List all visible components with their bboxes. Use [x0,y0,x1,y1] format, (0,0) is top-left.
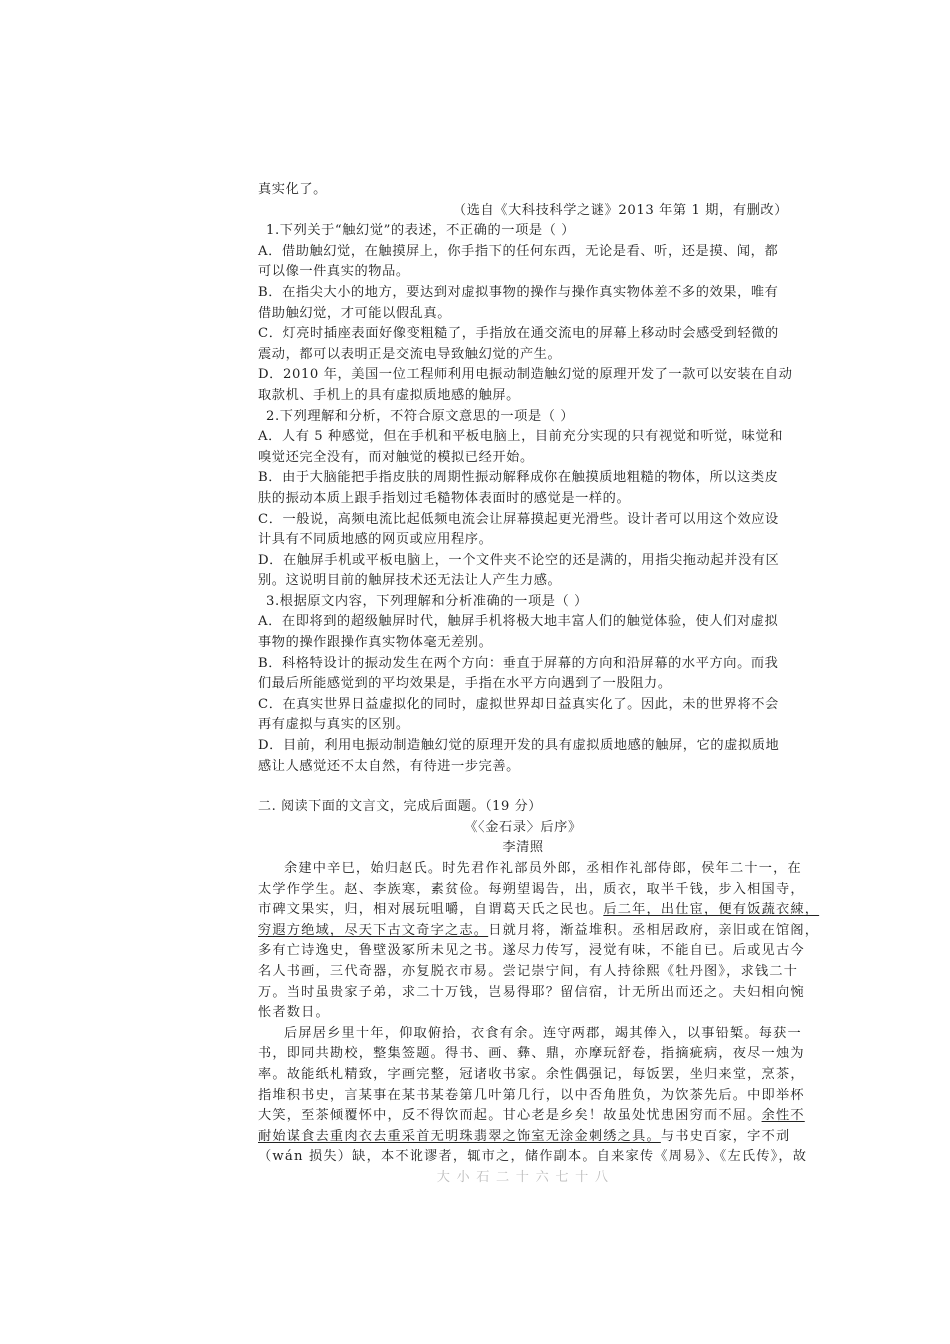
q3-option-c-cont: 再有虚拟与真实的区别。 [258,717,410,733]
q2-option-a-cont: 嗅觉还完全没有，而对触觉的模拟已经开始。 [258,449,534,465]
p2-text: 大笑，至茶倾覆怀中，反不得饮而起。甘心老是乡矣！故虽处忧患困穷而不屈。 [258,1108,762,1124]
q2-option-b: B．由于大脑能把手指皮肤的周期性振动解释成你在触摸质地粗糙的物体，所以这类皮 [258,470,779,486]
question-3-stem: 3.根据原文内容，下列理解和分析准确的一项是（ ） [266,593,588,609]
p1-line: 名人书画，三代奇器，亦复脱衣市易。尝记崇宁间，有人持徐熙《牡丹图》，求钱二十 [258,963,799,979]
cut-off-line: 大 小 石 二 十 六 七 十 八 [436,1169,610,1185]
source-citation: （选自《大科技科学之谜》2013 年第 1 期，有删改） [452,202,788,218]
p1-line: 余建中辛巳，始归赵氏。时先君作礼部员外郎，丞相作礼部侍郎，侯年二十一，在 [284,861,802,876]
q1-option-d: D．2010 年，美国一位工程师利用电振动制造触幻觉的原理开发了一款可以安装在自动 [258,367,793,383]
section-spacer [258,777,788,797]
p2-line [258,1106,805,1127]
q3-option-b-cont: 们最后所能感觉到的平均效果是，手指在水平方向遇到了一股阻力。 [258,676,672,692]
q1-option-c: C．灯亮时插座表面好像变粗糙了，手指放在通交流电的屏幕上移动时会感受到轻微的 [258,326,779,342]
p2-line [258,1127,791,1148]
p2-line: 书，即同共勘校，整集签题。得书、画、彝、鼎，亦摩玩舒卷，指摘疵病，夜尽一烛为 [258,1046,805,1062]
p1-line [258,921,820,942]
q1-option-a-cont: 可以像一件真实的物品。 [258,264,410,280]
p1-line: 怅者数日。 [258,1005,330,1021]
q1-option-c-cont: 震动，都可以表明正是交流电导致触幻觉的产生。 [258,346,562,362]
q2-option-c: C．一般说，高频电流比起低频电流会让屏幕摸起更光滑些。设计者可以用这个效应设 [258,511,779,527]
p2-text: 与书史百家，字不刓 [660,1128,791,1144]
q3-option-c: C．在真实世界日益虚拟化的同时，虚拟世界却日益真实化了。因此，未的世界将不会 [258,696,779,712]
p2-line: （wán 损失）缺，本不讹谬者，辄市之，储作副本。自来家传《周易》、《左氏传》，故 [258,1149,808,1165]
passage-ending: 真实化了。 [258,182,327,197]
q1-option-b-cont: 借助触幻觉，才可能以假乱真。 [258,305,452,321]
classical-text-author: 李清照 [502,840,544,856]
underlined-sentence: 后二年，出仕宦，便有饭蔬衣綀， [603,902,820,918]
exam-page [258,180,820,1189]
q3-option-a-cont: 事物的操作跟操作真实物体毫无差别。 [258,635,493,651]
q1-option-a: A．借助触幻觉，在触摸屏上，你手指下的任何东西，无论是看、听，还是摸、闻，都 [258,243,779,259]
q3-option-a: A．在即将到的超级触屏时代，触屏手机将极大地丰富人们的触觉体验，使人们对虚拟 [258,614,779,630]
q2-option-c-cont: 计具有不同质地感的网页或应用程序。 [258,532,493,548]
q2-option-d-cont: 别。这说明目前的触屏技术还无法让人产生力感。 [258,573,562,589]
q1-option-b: B．在指尖大小的地方，要达到对虚拟事物的操作与操作真实物体差不多的效果，唯有 [258,284,779,300]
q2-option-b-cont: 肤的振动本质上跟手指划过毛糙物体表面时的感觉是一样的。 [258,490,631,506]
p2-line: 指堆积书史，言某事在某书某卷第几叶第几行，以中否角胜负，为饮茶先后。中即举杯 [258,1087,805,1103]
question-1-stem: 1.下列关于“触幻觉”的表述，不正确的一项是（ ） [266,223,576,239]
p1-line: 太学作学生。赵、李族寒，素贫俭。每朔望谒告，出，质衣，取半千钱，步入相国寺， [258,881,805,897]
q3-option-b: B．科格特设计的振动发生在两个方向：垂直于屏幕的方向和沿屏幕的水平方向。而我 [258,655,779,671]
underlined-sentence: 余性不 [761,1108,805,1124]
p2-line: 后屏居乡里十年，仰取俯拾，衣食有余。连守两郡，竭其俸入，以事铅椠。每获一 [284,1025,802,1041]
q1-option-d-cont: 取款机、手机上的具有虚拟质地感的触屏。 [258,387,520,403]
p2-line: 率。故能纸札精致，字画完整，冠诸收书家。余性偶强记，每饭罢，坐归来堂，烹茶， [258,1066,805,1082]
p1-line: 万。当时虽贵家子弟，求二十万钱，岂易得耶？留信宿，计无所出而还之。夫妇相向惋 [258,984,805,1000]
classical-text-title: 《〈金石录〉后序》 [464,819,582,835]
classical-text-body [258,859,820,1189]
q3-option-d-cont: 感让人感觉还不太自然，有待进一步完善。 [258,758,520,774]
underlined-sentence-cont: 耐始谋食去重肉衣去重采首无明珠翡翠之饰室无涂金刺绣之具。 [258,1128,661,1144]
p1-line: 多有亡诗逸史，鲁壁汲冢所未见之书。遂尽力传写，浸觉有味，不能自已。后或见古今 [258,943,805,959]
p1-line [258,900,820,921]
p1-text: 市碑文果实，归，相对展玩咀嚼，自谓葛天氏之民也。 [258,902,604,918]
question-2-stem: 2.下列理解和分析，不符合原文意思的一项是（ ） [266,408,575,424]
section-2-heading: 二. 阅读下面的文言文，完成后面题。（19 分） [258,799,542,815]
underlined-sentence-cont: 穷遐方绝域，尽天下古文奇字之志。 [258,922,489,938]
q3-option-d: D．目前，利用电振动制造触幻觉的原理开发的具有虚拟质地感的触屏，它的虚拟质地 [258,738,780,754]
q2-option-a: A．人有 5 种感觉，但在手机和平板电脑上，目前充分实现的只有视觉和听觉，味觉和 [258,429,784,445]
p1-text: 日就月将，渐益堆积。丞相居政府，亲旧或在馆阁， [488,922,820,938]
q2-option-d: D．在触屏手机或平板电脑上，一个文件夹不论空的还是满的，用指尖拖动起并没有区 [258,552,780,568]
